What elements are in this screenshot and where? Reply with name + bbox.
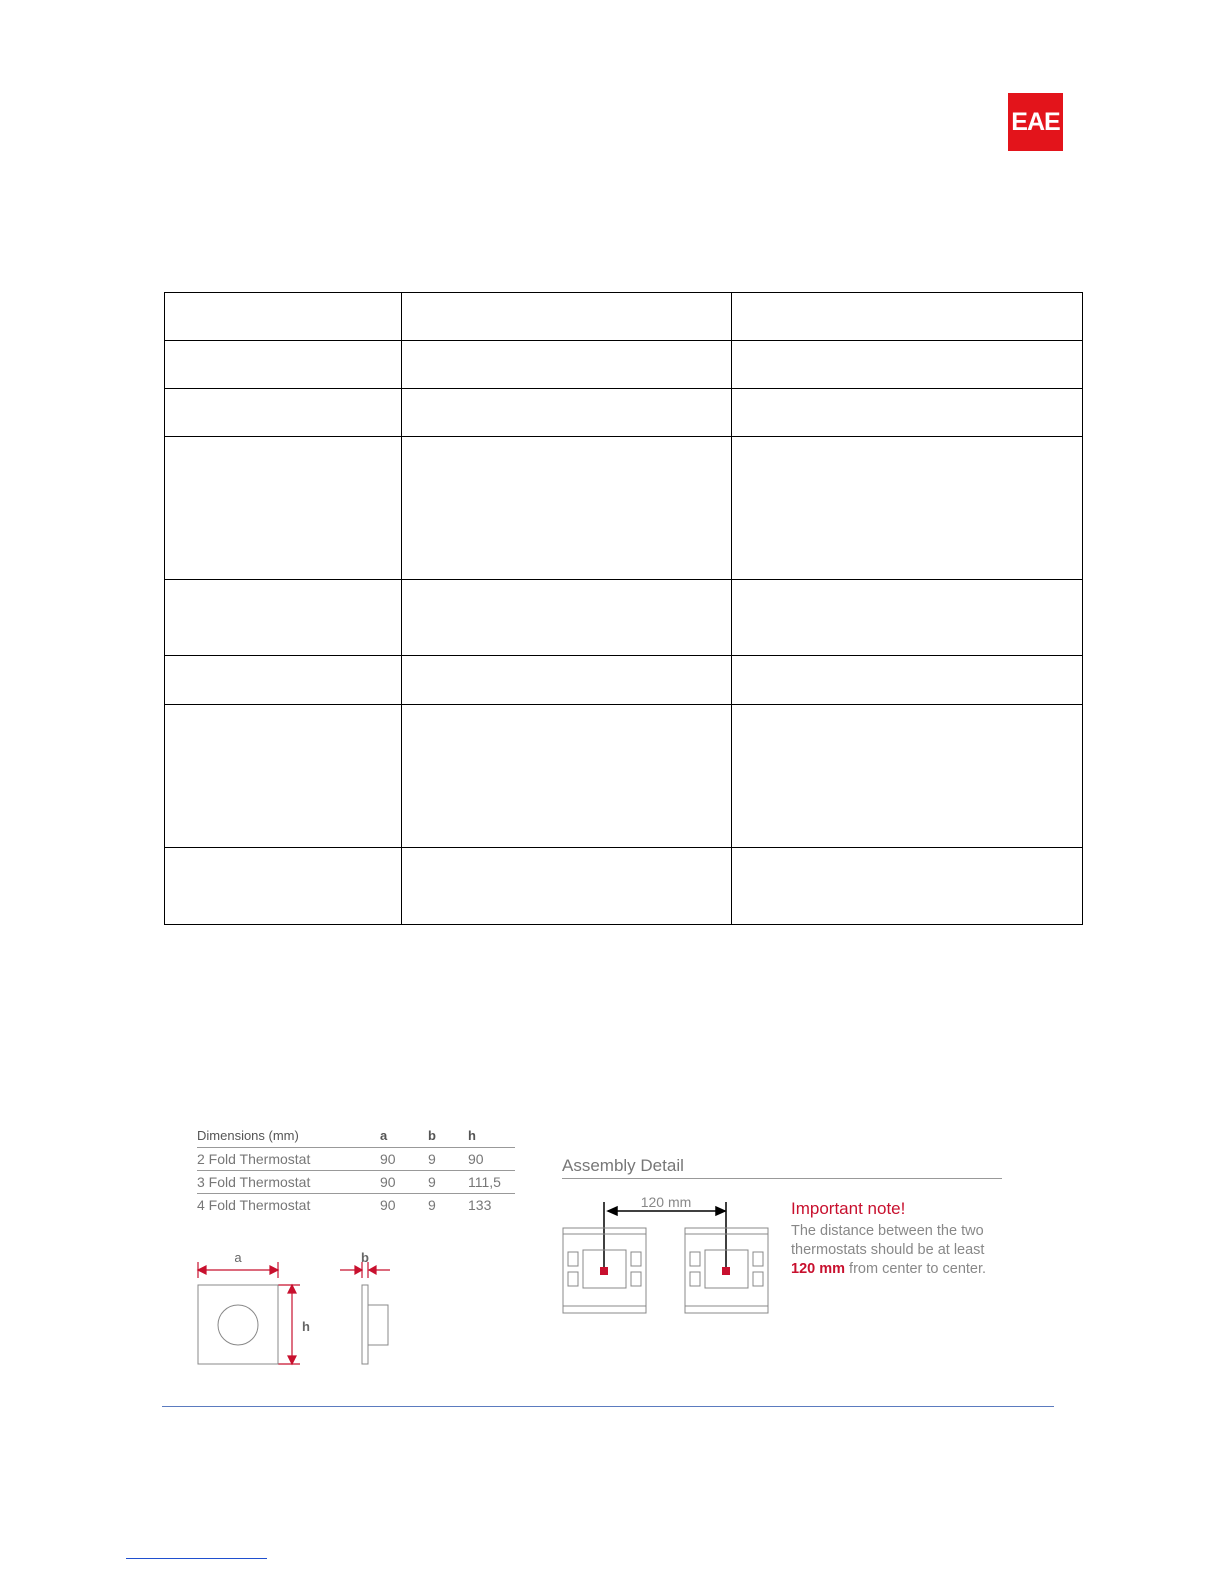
table-cell (732, 293, 1083, 341)
table-cell (165, 705, 402, 848)
note-text (791, 1222, 1011, 1279)
dimensions-table (197, 1126, 515, 1216)
row-h: 133 (468, 1197, 492, 1213)
table-row (197, 1194, 515, 1217)
dimension-drawing (190, 1248, 410, 1378)
table-cell (402, 293, 732, 341)
footer-link-underline[interactable] (126, 1558, 267, 1559)
row-h: 90 (468, 1148, 515, 1171)
row-name: 4 Fold Thermostat (197, 1197, 311, 1213)
thermostat-side (362, 1285, 368, 1364)
table-cell (165, 580, 402, 656)
row-b: 9 (428, 1148, 468, 1171)
table-cell (732, 848, 1083, 925)
row-b: 9 (428, 1171, 468, 1194)
table-cell (165, 293, 402, 341)
center-marker-right (722, 1267, 730, 1275)
table-cell (165, 341, 402, 389)
thermostat-front (198, 1285, 278, 1364)
spec-table (164, 292, 1083, 925)
note-text-2: from center to center. (845, 1261, 987, 1277)
table-cell (732, 341, 1083, 389)
table-row (165, 705, 1083, 848)
table-cell (165, 656, 402, 705)
table-row (165, 341, 1083, 389)
row-name: 2 Fold Thermostat (197, 1148, 380, 1171)
table-row (165, 580, 1083, 656)
row-b: 9 (428, 1197, 436, 1213)
label-a: a (234, 1250, 242, 1265)
table-cell (732, 389, 1083, 437)
col-a: a (380, 1126, 428, 1148)
note-text-1: The distance between the two thermostats should be at least (791, 1223, 985, 1258)
row-a: 90 (380, 1171, 428, 1194)
table-cell (165, 848, 402, 925)
col-h: h (468, 1126, 515, 1148)
table-row (165, 848, 1083, 925)
thermostat-knob (218, 1305, 258, 1345)
table-cell (732, 705, 1083, 848)
table-cell (732, 437, 1083, 580)
label-b: b (361, 1250, 369, 1265)
table-row (165, 437, 1083, 580)
label-h: h (302, 1319, 310, 1334)
dimensions-header (197, 1126, 515, 1148)
row-a: 90 (380, 1148, 428, 1171)
table-cell (402, 437, 732, 580)
table-cell (402, 848, 732, 925)
table-cell (402, 341, 732, 389)
note-emphasis: 120 mm (791, 1261, 846, 1277)
table-cell (402, 580, 732, 656)
table-row (197, 1171, 515, 1194)
table-cell (402, 656, 732, 705)
table-cell (165, 437, 402, 580)
row-h: 111,5 (468, 1171, 515, 1194)
assembly-drawing (560, 1190, 780, 1320)
table-row (197, 1148, 515, 1171)
table-cell (732, 656, 1083, 705)
table-cell (732, 580, 1083, 656)
note-title: Important note! (791, 1199, 906, 1218)
table-cell (402, 389, 732, 437)
table-cell (165, 389, 402, 437)
col-b: b (428, 1126, 468, 1148)
table-row (165, 656, 1083, 705)
distance-label: 120 mm (640, 1194, 692, 1210)
row-name: 3 Fold Thermostat (197, 1171, 380, 1194)
row-a: 90 (380, 1197, 396, 1213)
center-marker-left (600, 1267, 608, 1275)
table-row (165, 293, 1083, 341)
table-row (165, 389, 1083, 437)
assembly-title: Assembly Detail (562, 1156, 1002, 1179)
table-cell (402, 705, 732, 848)
dimensions-label: Dimensions (mm) (197, 1126, 380, 1148)
footer-divider (162, 1406, 1054, 1407)
eae-logo: EAE (1008, 93, 1063, 151)
